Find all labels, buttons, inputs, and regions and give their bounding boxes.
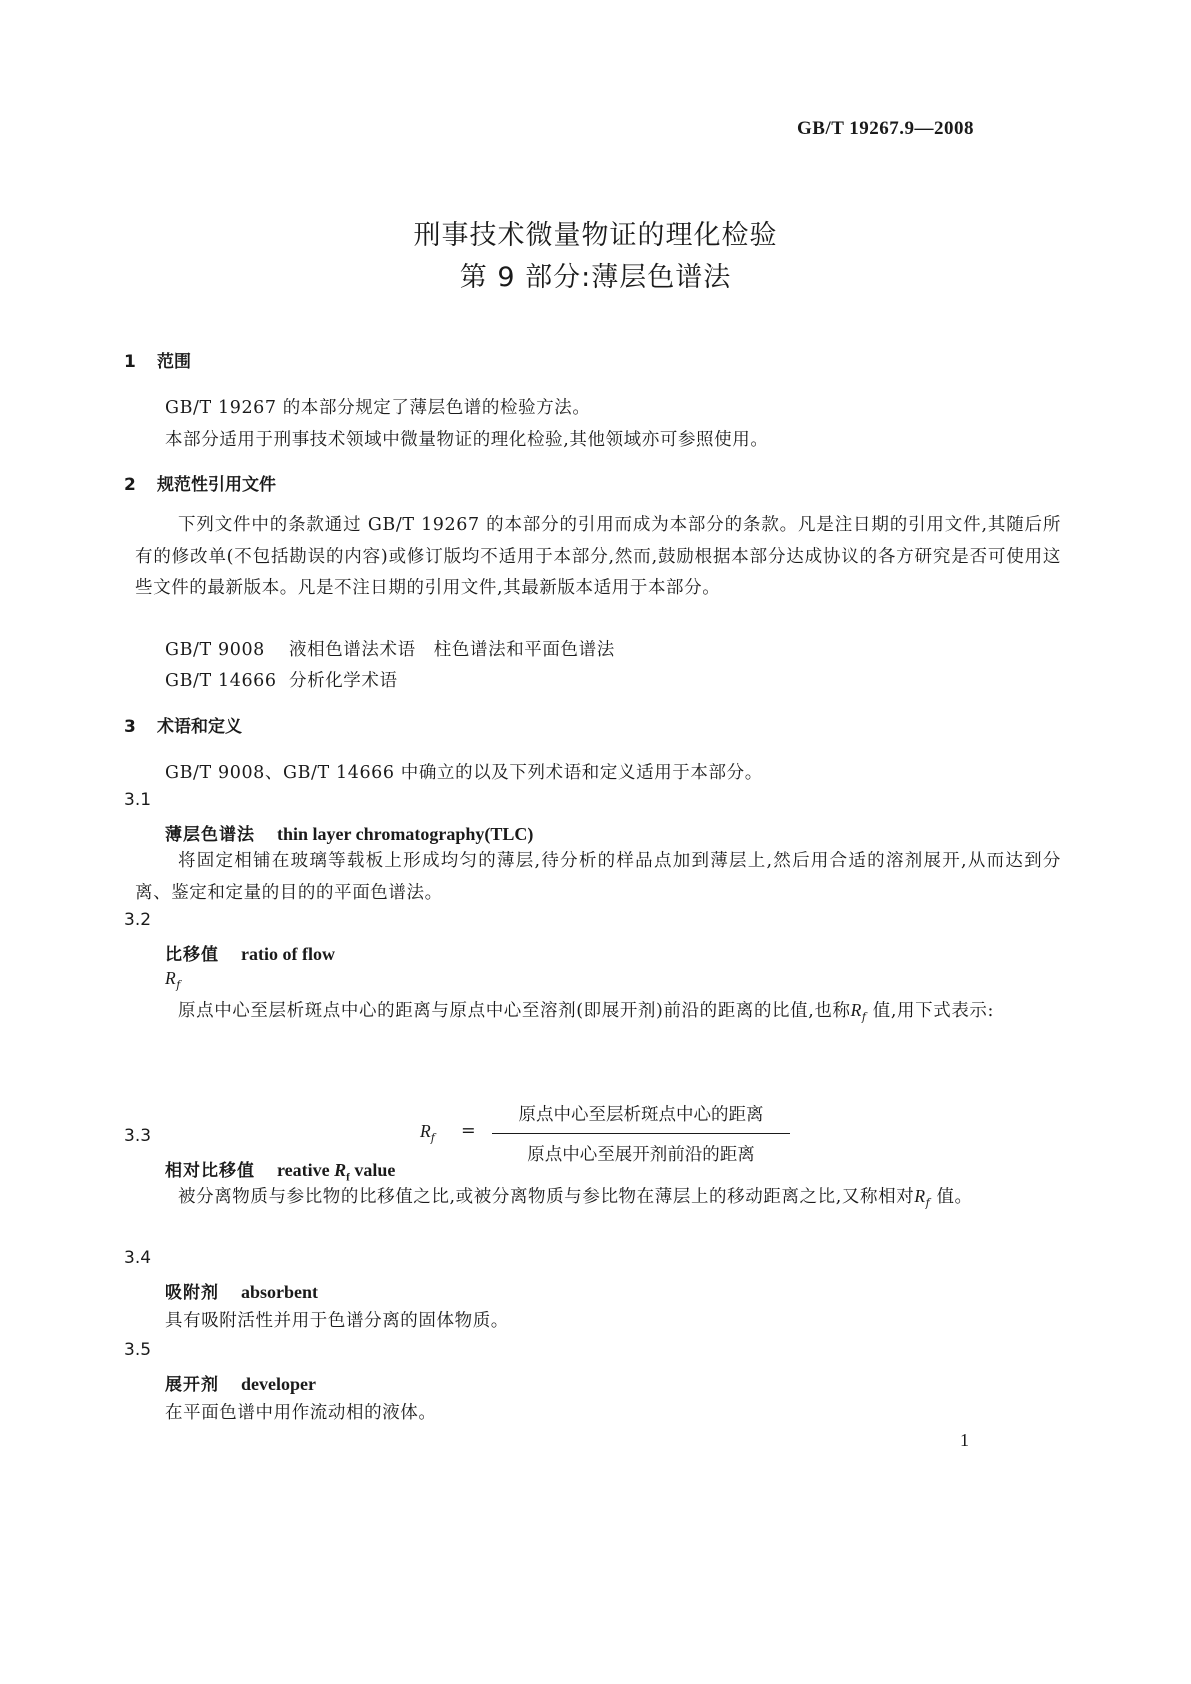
paragraph: 下列文件中的条款通过 GB/T 19267 的本部分的引用而成为本部分的条款。凡是注日期的引用文件,其随后所有的修改单(不包括勘误的内容)或修订版均不适用于本部分,然而,鼓励根据本部分达成协议的各方研究是否可使用这些文件的最新版本。凡是不注日期的引用文件,其最新版本适用于本部分。 (135, 515, 1061, 598)
inline-symbol-r: R (914, 1186, 926, 1206)
section-title: 规范性引用文件 (157, 475, 276, 495)
formula-equals: = (461, 1121, 476, 1141)
document-subtitle: 第 9 部分:薄层色谱法 (459, 262, 732, 293)
term-definition: 具有吸附活性并用于色谱分离的固体物质。 (165, 1311, 509, 1331)
term-number: 3.3 (124, 1126, 152, 1146)
term-en-symbol-sub: f (346, 1171, 350, 1184)
reference-title: 液相色谱法术语 柱色谱法和平面色谱法 (289, 640, 615, 660)
reference-code: GB/T 9008 (165, 640, 265, 660)
term-number: 3.2 (124, 910, 152, 930)
paragraph: 本部分适用于刑事技术领域中微量物证的理化检验,其他领域亦可参照使用。 (165, 430, 769, 450)
term-heading (165, 940, 335, 965)
term-zh: 吸附剂 (165, 1283, 219, 1303)
term-number: 3.4 (124, 1248, 152, 1268)
paragraph: GB/T 9008、GB/T 14666 中确立的以及下列术语和定义适用于本部分。 (165, 763, 763, 783)
term-heading (165, 1156, 395, 1184)
inline-symbol-sub: f (861, 1010, 867, 1024)
document-title: 刑事技术微量物证的理化检验 (413, 220, 778, 251)
term-heading (165, 820, 533, 845)
term-en-b: value (354, 1160, 396, 1180)
term-definition (135, 1181, 1061, 1219)
definition-text: 被分离物质与参比物的比移值之比,或被分离物质与参比物在薄层上的移动距离之比,又称相对 (178, 1187, 915, 1207)
inline-symbol-r: R (850, 1000, 862, 1020)
section-number: 3 (124, 717, 136, 737)
term-definition (135, 995, 1061, 1033)
formula-symbol: R (420, 1121, 431, 1141)
term-number: 3.1 (124, 790, 152, 810)
standard-code: GB/T 19267.9—2008 (797, 118, 975, 139)
term-zh: 展开剂 (165, 1375, 219, 1395)
section-number: 2 (124, 475, 136, 495)
reference-item (165, 636, 615, 661)
term-en: ratio of flow (241, 944, 335, 964)
term-en (277, 1160, 396, 1184)
term-zh: 薄层色谱法 (165, 825, 255, 845)
term-en-a: reative (277, 1160, 330, 1180)
term-definition: 在平面色谱中用作流动相的液体。 (165, 1403, 437, 1423)
reference-item (165, 667, 398, 692)
symbol-r: R (165, 968, 177, 988)
fraction-bar (492, 1133, 790, 1134)
rf-formula (420, 1095, 790, 1175)
term-en: absorbent (241, 1282, 319, 1302)
term-number: 3.5 (124, 1340, 152, 1360)
reference-code: GB/T 14666 (165, 671, 277, 691)
section-2-heading (124, 470, 276, 495)
reference-title: 分析化学术语 (289, 671, 398, 691)
section-3-heading (124, 712, 242, 737)
term-definition: 将固定相铺在玻璃等载板上形成均匀的薄层,待分析的样品点加到薄层上,然后用合适的溶剂展开,从而达到分离、鉴定和定量的目的的平面色谱法。 (135, 851, 1061, 903)
section-title: 范围 (157, 352, 191, 372)
formula-numerator: 原点中心至层析斑点中心的距离 (518, 1105, 764, 1125)
formula-denominator: 原点中心至展开剂前沿的距离 (527, 1145, 755, 1165)
term-symbol (165, 968, 181, 992)
term-en: developer (241, 1374, 316, 1394)
definition-tail: 值。 (930, 1187, 973, 1207)
definition-text: 原点中心至层析斑点中心的距离与原点中心至溶剂(即展开剂)前沿的距离的比值,也称 (178, 1001, 851, 1021)
definition-tail: 值,用下式表示: (866, 1001, 995, 1021)
section-1-heading (124, 347, 191, 372)
term-en-symbol: R (334, 1160, 347, 1180)
term-heading (165, 1278, 318, 1303)
formula-lhs (420, 1121, 435, 1145)
term-en: thin layer chromatography(TLC) (277, 824, 534, 844)
inline-symbol-sub: f (925, 1196, 931, 1210)
section-number: 1 (124, 352, 136, 372)
term-heading (165, 1370, 316, 1395)
term-zh: 比移值 (165, 945, 219, 965)
section-title: 术语和定义 (157, 717, 242, 737)
paragraph: GB/T 19267 的本部分规定了薄层色谱的检验方法。 (165, 398, 591, 418)
page-number: 1 (960, 1430, 969, 1450)
formula-symbol-sub: f (430, 1131, 435, 1145)
symbol-sub: f (176, 978, 181, 992)
term-zh: 相对比移值 (165, 1161, 255, 1181)
